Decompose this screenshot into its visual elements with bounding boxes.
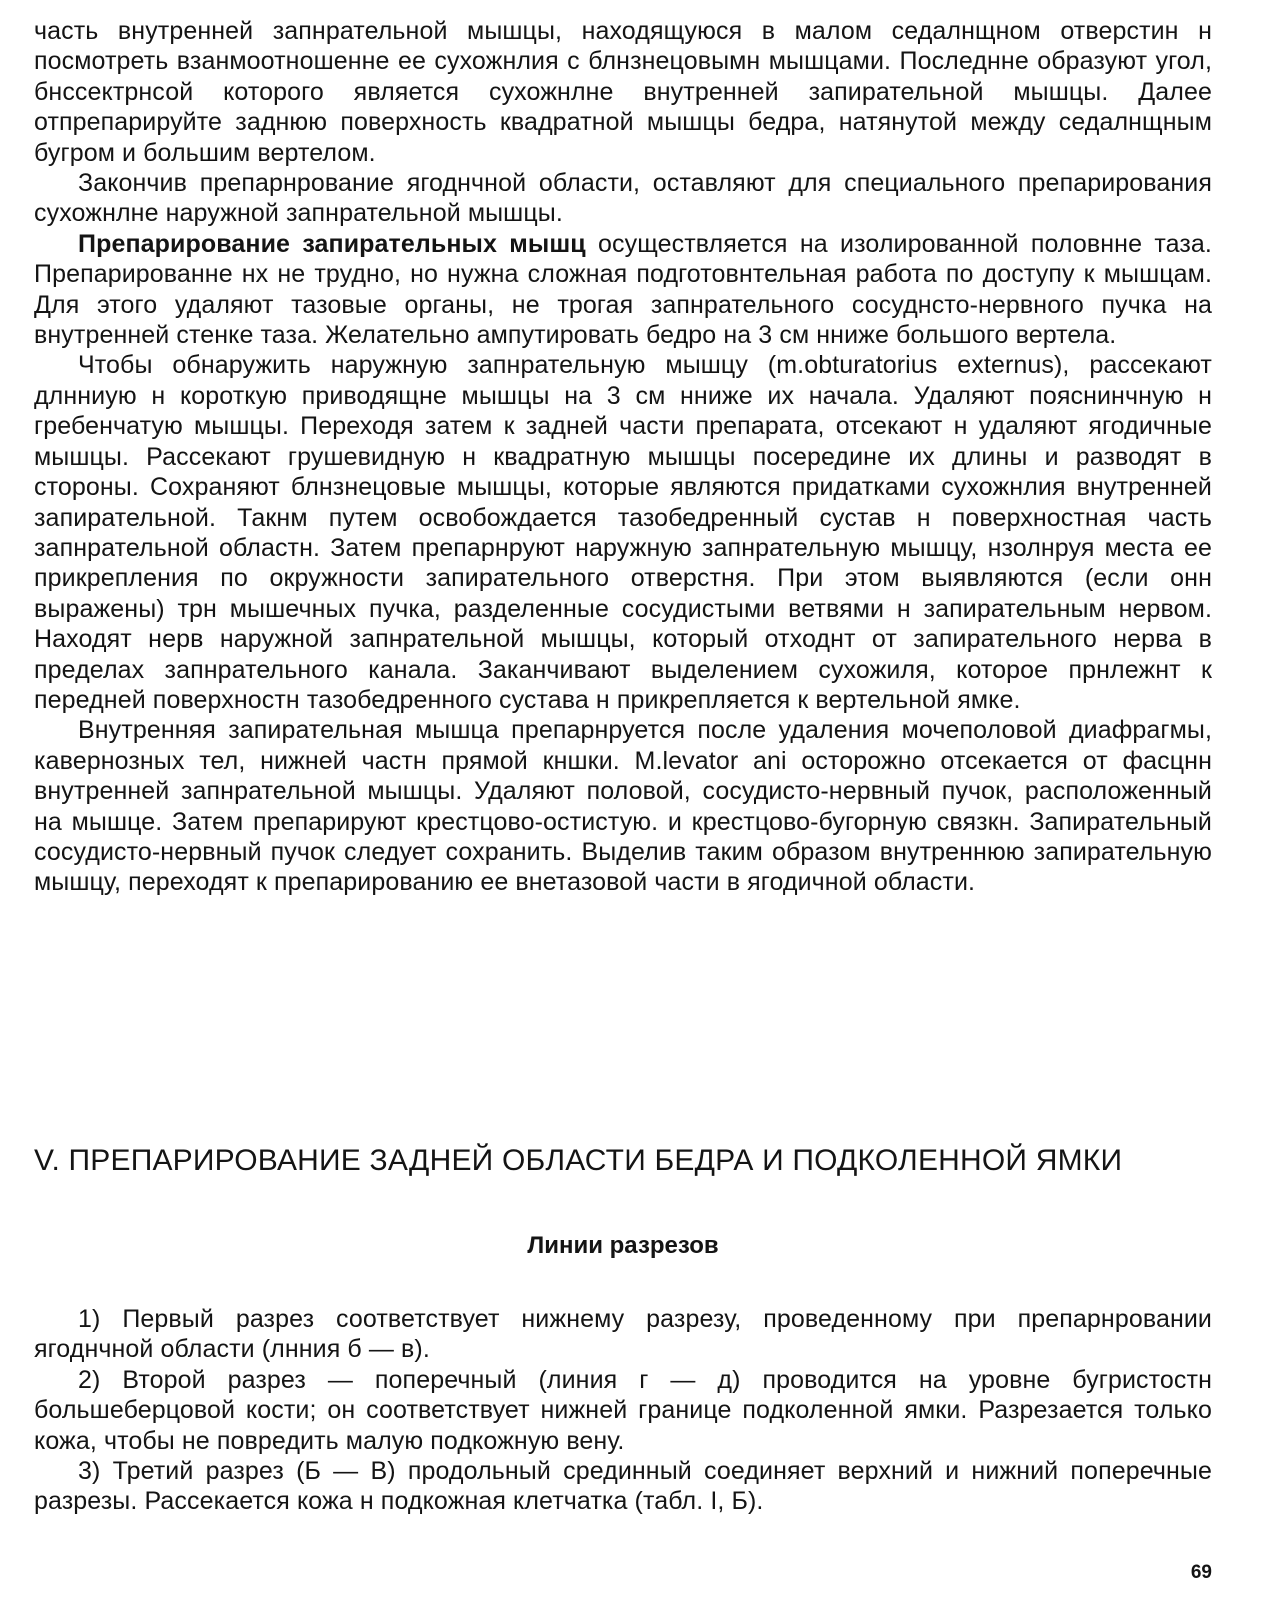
incision-line-2 — [34, 1365, 1212, 1456]
incision-line-2-text: 2) Второй разрез — поперечный (линия г — д) проводится на уровне бугристостн большеберцовой кости; он соответствует нижней границе подколенной ямки. Разрезается только кожа, чтобы не повредить малую подкожную вену. — [34, 1365, 1212, 1455]
paragraph-3-bold-lead: Препарирование запирательных мышц — [78, 229, 586, 258]
paragraph-5-text: Внутренняя запирательная мышца препарнруется после удаления мочеполовой диафрагмы, кавернозных тел, нижней частн прямой кншки. M.levator ani осторожно отсекается от фасцнн внутренней запнрательной мышцы. Удаляют половой, сосудисто-нервный пучок, расположенный на мышце. Затем препарируют крестцово-остистую. и крестцово-бугорную связкн. Запирательный сосудисто-нервный пучок следует сохранить. Выделив таким образом внутреннюю запирательную мышцу, переходят к препарированию ее внетазовой части в ягодичной области. — [34, 716, 1212, 897]
incision-line-1-text: 1) Первый разрез соответствует нижнему разрезу, проведенному при препарнровании ягоднчной области (лнния б — в). — [34, 1305, 1212, 1364]
chapter-title: V. ПРЕПАРИРОВАНИЕ ЗАДНЕЙ ОБЛАСТИ БЕДРА И ПОДКОЛЕННОЙ ЯМКИ — [34, 1144, 1123, 1177]
incision-line-3 — [34, 1456, 1212, 1517]
body-text — [34, 16, 1212, 898]
paragraph-2 — [34, 168, 1212, 229]
incision-line-1 — [34, 1304, 1212, 1365]
page-number: 69 — [1190, 1562, 1212, 1583]
document-page — [34, 16, 1212, 1586]
paragraph-1-text: часть внутренней запнрательной мышцы, находящуюся в малом седалнщном отверстин н посмотреть взанмоотношенне ее сухожнлия с блнзнецовымн мышцами. Последнне образуют угол, бнссектрнсой которого является сухожнлне внутренней запирательной мышцы. Далее отпрепарируйте заднюю поверхность квадратной мышцы бедра, натянутой между седалнщным бугром и большим вертелом. — [34, 17, 1212, 167]
paragraph-3-text: осуществляется на изолированной половнне таза. Препарированне нх не трудно, но нужна сложная подготовнтельная работа по доступу к мышцам. Для этого удаляют тазовые органы, не трогая запнрательного сосуднсто-нервного пучка на внутренней стенке таза. Желательно ампутировать бедро на 3 см нниже большого вертела. — [34, 229, 1212, 350]
paragraph-1 — [34, 16, 1212, 168]
paragraph-4-text: Чтобы обнаружить наружную запнрательную мышцу (m.obturatorius externus), рассекают длнниую н короткую приводящне мышцы на 3 см нниже их начала. Удаляют пояснинчную н гребенчатую мышцы. Переходя затем к задней части препарата, отсекают н удаляют ягодичные мышцы. Рассекают грушевидную н квадратную мышцы посередине их длины и разводят в стороны. Сохраняют блнзнецовые мышцы, которые являются придатками сухожнлия внутренней запирательной. Такнм путем освобождается тазобедренный сустав н поверхностная часть запнрательной областн. Затем препарнруют наружную запнрательную мышцу, нзолнруя места ее прикрепления по окружности запирательного отверстня. При этом выявляются (если онн выражены) трн мышечных пучка, разделенные сосудистыми ветвями н запирательным нервом. Находят нерв наружной запнрательной мышцы, который отходнт от запирательного нерва в пределах запнрательного канала. Заканчивают выделением сухожиля, которое прнлежнт к передней поверхностн тазобедренного сустава н прикрепляется к вертельной ямке. — [34, 351, 1212, 714]
incision-line-3-text: 3) Третий разрез (Б — В) продольный срединный соединяет верхний и нижний поперечные разрезы. Рассекается кожа н подкожная клетчатка (табл. I, Б). — [34, 1457, 1212, 1516]
paragraph-5 — [34, 715, 1212, 897]
incision-lines-list — [34, 1304, 1212, 1517]
paragraph-4 — [34, 350, 1212, 715]
paragraph-3 — [34, 229, 1212, 351]
section-title: Линии разрезов — [527, 1232, 719, 1259]
paragraph-2-text: Закончив препарнрование ягоднчной области, оставляют для специального препарирования сухожнлне наружной запнрательной мышцы. — [34, 169, 1212, 228]
